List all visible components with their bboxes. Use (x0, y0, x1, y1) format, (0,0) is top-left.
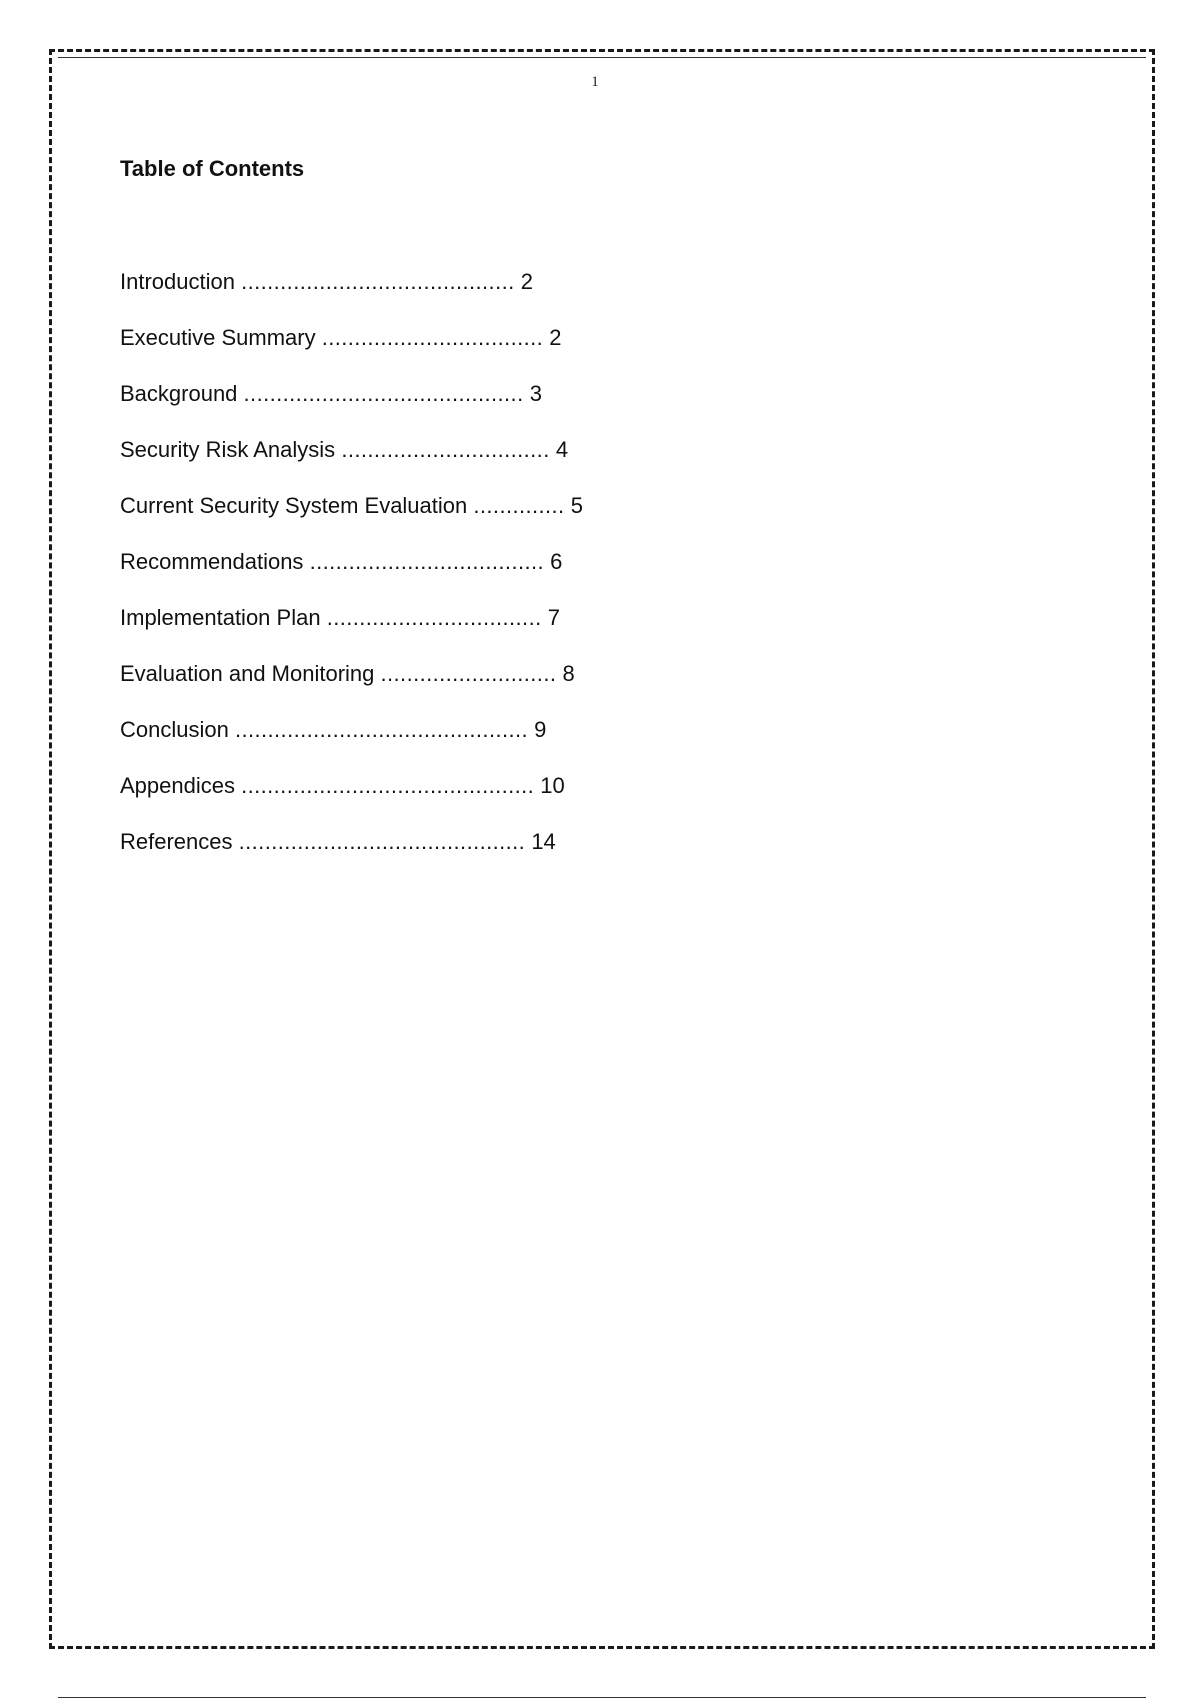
toc-entry-title: References (120, 829, 233, 854)
toc-list (120, 269, 583, 885)
toc-leader-dots: ............................................. (234, 717, 529, 742)
toc-leader-dots: .................................. (321, 325, 544, 350)
toc-leader-dots: .................................... (309, 549, 545, 574)
toc-entry-implementation-plan[interactable] (120, 605, 583, 661)
toc-leader-dots: .......................................... (241, 269, 515, 294)
toc-entry-title: Appendices (120, 773, 235, 798)
toc-entry-title: Conclusion (120, 717, 229, 742)
toc-entry-title: Evaluation and Monitoring (120, 661, 375, 686)
toc-entry-page: 5 (570, 493, 583, 518)
toc-entry-title: Recommendations (120, 549, 304, 574)
toc-entry-page: 6 (550, 549, 563, 574)
footer-rule (58, 1697, 1146, 1698)
toc-entry-title: Security Risk Analysis (120, 437, 336, 462)
toc-entry-title: Current Security System Evaluation (120, 493, 468, 518)
toc-leader-dots: ........................... (380, 661, 557, 686)
toc-entry-title: Executive Summary (120, 325, 316, 350)
header-rule (58, 57, 1146, 58)
toc-entry-current-security-system-evaluation[interactable] (120, 493, 583, 549)
toc-entry-page: 3 (529, 381, 542, 406)
toc-entry-background[interactable] (120, 381, 583, 437)
toc-entry-executive-summary[interactable] (120, 325, 583, 381)
toc-entry-page: 10 (540, 773, 565, 798)
toc-entry-page: 7 (547, 605, 560, 630)
toc-entry-page: 14 (531, 829, 556, 854)
page-number (0, 74, 1200, 91)
toc-entry-title: Implementation Plan (120, 605, 321, 630)
toc-entry-title: Background (120, 381, 238, 406)
toc-leader-dots: ................................. (326, 605, 542, 630)
toc-entry-page: 4 (555, 437, 569, 462)
toc-entry-references[interactable] (120, 829, 583, 885)
toc-entry-page: 9 (534, 717, 547, 742)
toc-entry-page: 8 (562, 661, 575, 686)
toc-entry-page: 2 (520, 269, 533, 294)
toc-entry-evaluation-and-monitoring[interactable] (120, 661, 583, 717)
toc-entry-title: Introduction (120, 269, 235, 294)
toc-entry-introduction[interactable] (120, 269, 583, 325)
toc-entry-appendices[interactable] (120, 773, 583, 829)
toc-entry-security-risk-analysis[interactable] (120, 437, 583, 493)
toc-entry-page: 2 (549, 325, 562, 350)
toc-title: Table of Contents (120, 156, 305, 181)
toc-leader-dots: .............. (473, 493, 565, 518)
toc-leader-dots: ............................................. (241, 773, 535, 798)
toc-leader-dots: ............................................ (238, 829, 526, 854)
toc-entry-conclusion[interactable] (120, 717, 583, 773)
page-number-text: 1 (591, 74, 599, 90)
toc-leader-dots: ........................................... (243, 381, 524, 406)
toc-leader-dots: ................................ (341, 437, 550, 462)
toc-entry-recommendations[interactable] (120, 549, 583, 605)
